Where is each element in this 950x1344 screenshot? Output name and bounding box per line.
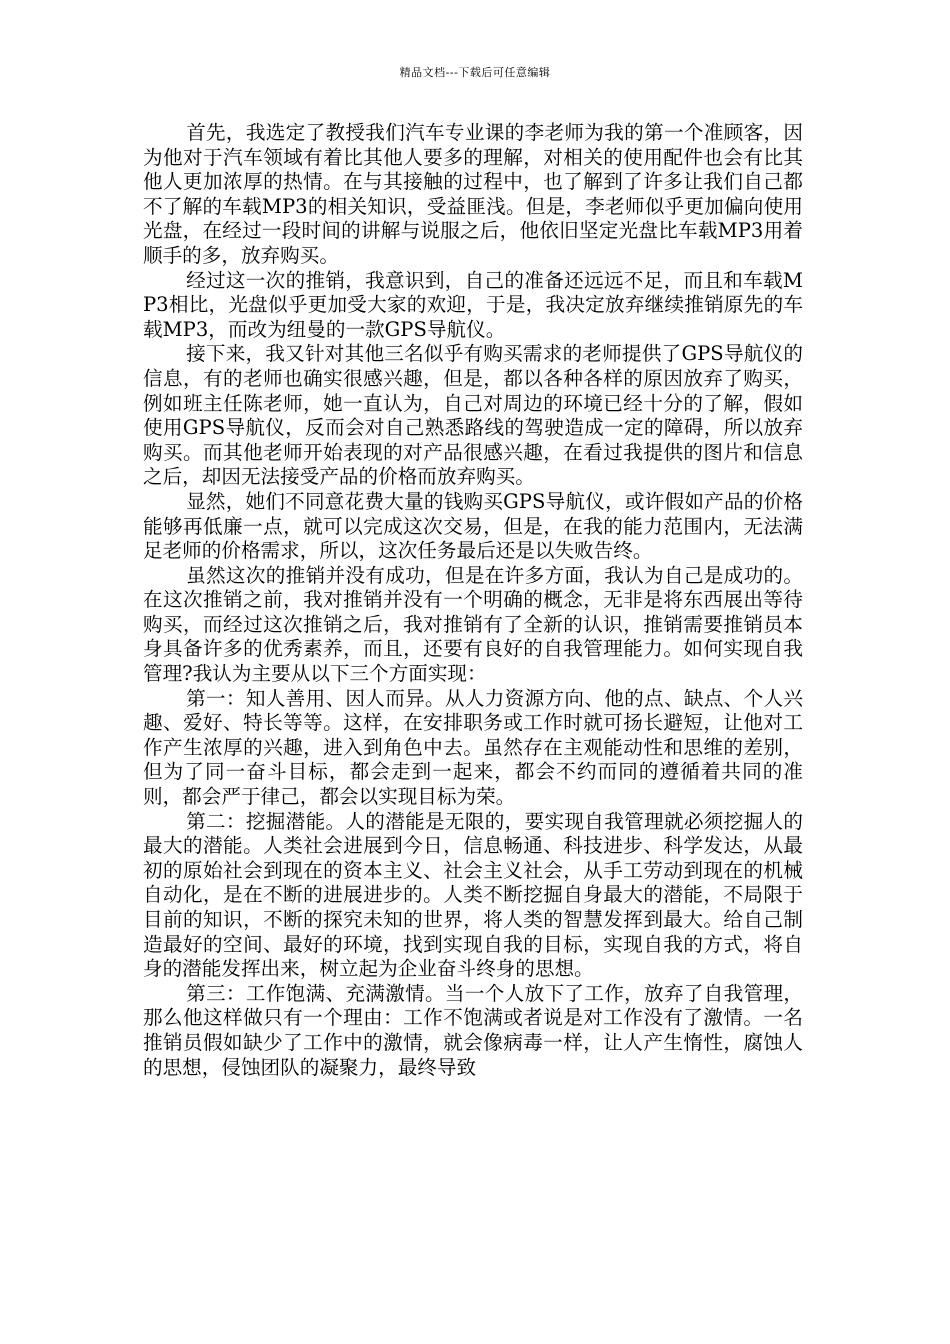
paragraph: 接下来，我又针对其他三名似乎有购买需求的老师提供了GPS导航仪的信息，有的老师也确实很感兴趣，但是，都以各种各样的原因放弃了购买，例如班主任陈老师，她一直认为，自己对周边的环境已经十分的了解，假如使用GPS导航仪，反而会对自己熟悉路线的驾驶造成一定的障碍，所以放弃购买。而其他老师开始表现的对产品很感兴趣，在看过我提供的图片和信息之后，却因无法接受产品的价格而放弃购买。 [143, 342, 803, 489]
paragraph: 第二：挖掘潜能。人的潜能是无限的，要实现自我管理就必须挖掘人的最大的潜能。人类社会进展到今日，信息畅通、科技进步、科学发达，从最初的原始社会到现在的资本主义、社会主义社会，从手工劳动到现在的机械自动化，是在不断的进展进步的。人类不断挖掘自身最大的潜能，不局限于目前的知识，不断的探究未知的世界，将人类的智慧发挥到最大。给自己制造最好的空间、最好的环境，找到实现自我的目标，实现自我的方式，将自身的潜能发挥出来，树立起为企业奋斗终身的思想。 [143, 809, 803, 981]
document-body [143, 121, 803, 1080]
paragraph: 虽然这次的推销并没有成功，但是在许多方面，我认为自己是成功的。在这次推销之前，我对推销并没有一个明确的概念，无非是将东西展出等待购买，而经过这次推销之后，我对推销有了全新的认识，推销需要推销员本身具备许多的优秀素养，而且，还要有良好的自我管理能力。如何实现自我管理?我认为主要从以下三个方面实现： [143, 563, 803, 686]
paragraph: 显然，她们不同意花费大量的钱购买GPS导航仪，或许假如产品的价格能够再低廉一点，就可以完成这次交易，但是，在我的能力范围内，无法满足老师的价格需求，所以，这次任务最后还是以失败告终。 [143, 489, 803, 563]
paragraph: 第一：知人善用、因人而异。从人力资源方向、他的点、缺点、个人兴趣、爱好、特长等等。这样，在安排职务或工作时就可扬长避短，让他对工作产生浓厚的兴趣，进入到角色中去。虽然存在主观能动性和思维的差别，但为了同一奋斗目标，都会走到一起来，都会不约而同的遵循着共同的准则，都会严于律己，都会以实现目标为荣。 [143, 686, 803, 809]
paragraph: 第三：工作饱满、充满激情。当一个人放下了工作，放弃了自我管理，那么他这样做只有一个理由：工作不饱满或者说是对工作没有了激情。一名推销员假如缺少了工作中的激情，就会像病毒一样，让人产生惰性，腐蚀人的思想，侵蚀团队的凝聚力，最终导致 [143, 981, 803, 1079]
paragraph: 经过这一次的推销，我意识到，自己的准备还远远不足，而且和车载MP3相比，光盘似乎更加受大家的欢迎，于是，我决定放弃继续推销原先的车载MP3，而改为纽曼的一款GPS导航仪。 [143, 268, 803, 341]
page-header: 精品文档---下载后可任意编辑 [399, 66, 551, 79]
paragraph: 首先，我选定了教授我们汽车专业课的李老师为我的第一个准顾客，因为他对于汽车领域有着比其他人要多的理解，对相关的使用配件也会有比其他人更加浓厚的热情。在与其接触的过程中，也了解到了许多让我们自己都不了解的车载MP3的相关知识，受益匪浅。但是，李老师似乎更加偏向使用光盘，在经过一段时间的讲解与说服之后，他依旧坚定光盘比车载MP3用着顺手的多，放弃购买。 [143, 121, 803, 267]
